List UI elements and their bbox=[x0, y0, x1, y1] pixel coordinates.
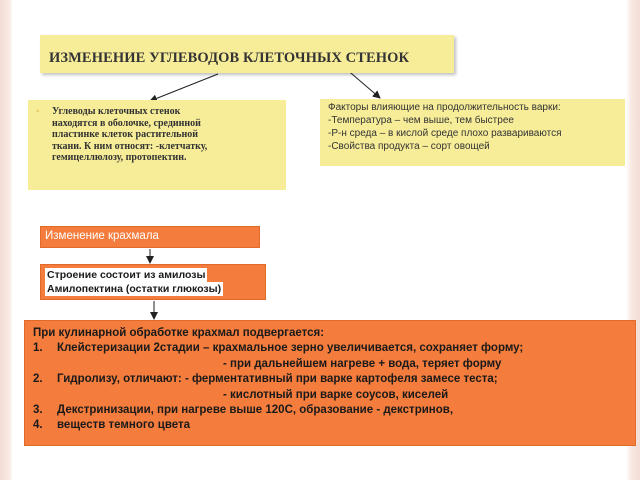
process-item-text: Клейстеризации 2стадии – крахмальное зерно увеличивается, сохраняет форму; bbox=[57, 342, 524, 355]
left-box-line: Углеводы клеточных стенок bbox=[52, 106, 181, 117]
starch-change-label: Изменение крахмала bbox=[45, 230, 159, 242]
left-box-line: ткани. К ним относят: -клетчатку, bbox=[52, 140, 208, 152]
process-item-text: веществ темного цвета bbox=[57, 419, 191, 432]
process-item bbox=[33, 341, 635, 356]
process-item-num: 4. bbox=[33, 419, 43, 432]
structure-line-2: Амилопектина (остатки глюкозы) bbox=[47, 283, 222, 295]
process-item-num: 3. bbox=[33, 404, 43, 417]
process-item-num: 2. bbox=[33, 373, 43, 386]
right-box-line: -Р-н среда – в кислой среде плохо развариваются bbox=[328, 128, 562, 139]
process-item-text: - при дальнейшем нагреве + вода, теряет форму bbox=[223, 357, 502, 370]
arrow-to-left-box bbox=[150, 74, 218, 101]
process-heading: При кулинарной обработке крахмал подвергается: bbox=[33, 327, 325, 339]
process-item-num: 1. bbox=[33, 342, 43, 355]
process-item-text: Гидролизу, отличают: - ферментативный при варке картофеля замесе теста; bbox=[57, 373, 498, 386]
right-box-line: -Свойства продукта – сорт овощей bbox=[328, 141, 490, 152]
cell-wall-carbs-box bbox=[28, 100, 286, 190]
process-item bbox=[33, 357, 635, 372]
starch-change-box bbox=[40, 226, 260, 248]
process-item-text: - кислотный при варке соусов, киселей bbox=[223, 388, 449, 401]
process-item bbox=[33, 418, 635, 433]
title-box bbox=[40, 35, 454, 73]
process-item bbox=[33, 388, 635, 403]
left-box-line: находятся в оболочке, срединной bbox=[52, 117, 201, 129]
culinary-processing-box bbox=[24, 320, 636, 446]
cooking-factors-box bbox=[320, 99, 625, 166]
process-item-text: Декстринизации, при нагреве выше 120С, образование - декстринов, bbox=[57, 404, 454, 417]
right-box-line: -Температура – чем выше, тем быстрее bbox=[328, 115, 514, 126]
left-box-line: гемицеллюлозу, протопектин. bbox=[52, 152, 187, 163]
left-box-line: пластинке клеток растительной bbox=[52, 129, 198, 140]
structure-line-1: Строение состоит из амилозы bbox=[47, 269, 206, 281]
starch-structure-box bbox=[40, 264, 266, 300]
process-item bbox=[33, 372, 635, 387]
bullet-icon: ◦ bbox=[36, 106, 40, 117]
title-text: ИЗМЕНЕНИЕ УГЛЕВОДОВ КЛЕТОЧНЫХ СТЕНОК bbox=[49, 50, 410, 66]
process-item bbox=[33, 403, 635, 418]
right-box-line: Факторы влияющие на продолжительность варки: bbox=[328, 102, 561, 113]
